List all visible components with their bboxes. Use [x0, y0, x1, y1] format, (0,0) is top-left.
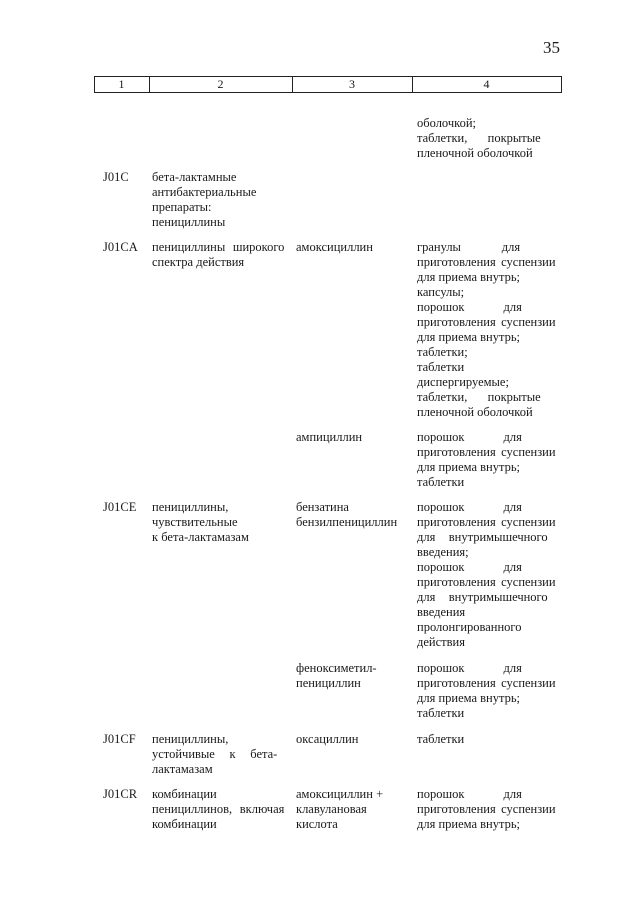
- cell-word: для: [501, 240, 521, 254]
- cell-word: покрытые: [487, 390, 541, 404]
- cell-line: таблетки: [417, 706, 465, 720]
- cell-line: пенициллин: [296, 676, 361, 690]
- cell-word: суспензии: [501, 575, 556, 589]
- cell-line: пленочной оболочкой: [417, 146, 533, 160]
- cell-line: [417, 430, 561, 445]
- cell-line: оксациллин: [296, 732, 359, 746]
- cell-line: [417, 661, 561, 676]
- dosage-form-cell: [417, 500, 561, 650]
- dosage-form-cell: [417, 240, 561, 420]
- cell-line: бензилпенициллин: [296, 515, 398, 529]
- cell-line: J01CA: [103, 240, 138, 254]
- cell-line: [417, 390, 561, 405]
- drug-name-cell: [296, 240, 411, 255]
- anatomical-group-cell: [152, 240, 292, 270]
- cell-line: бета-лактамные: [152, 170, 237, 184]
- cell-line: [417, 315, 561, 330]
- cell-word: включая: [239, 802, 285, 816]
- cell-line: оболочкой;: [417, 116, 476, 130]
- cell-word: приготовления: [417, 315, 496, 329]
- cell-word: бета-: [250, 747, 278, 761]
- cell-line: J01CR: [103, 787, 138, 801]
- cell-word: суспензии: [501, 445, 556, 459]
- cell-line: для приема внутрь;: [417, 460, 521, 474]
- cell-line: действия: [417, 635, 465, 649]
- cell-line: бензатина: [296, 500, 349, 514]
- cell-line: амоксициллин +: [296, 787, 384, 801]
- cell-line: амоксициллин: [296, 240, 373, 254]
- cell-line: пенициллины: [152, 215, 226, 229]
- cell-line: таблетки;: [417, 345, 468, 359]
- cell-word: порошок: [417, 500, 465, 514]
- cell-line: спектра действия: [152, 255, 245, 269]
- cell-word: устойчивые: [152, 747, 215, 761]
- cell-word: порошок: [417, 300, 465, 314]
- cell-line: [417, 787, 561, 802]
- table-header-row: [94, 76, 562, 93]
- cell-line: для приема внутрь;: [417, 330, 521, 344]
- cell-line: комбинации: [152, 817, 217, 831]
- cell-line: [417, 500, 561, 515]
- cell-line: пленочной оболочкой: [417, 405, 533, 419]
- cell-line: клавулановая: [296, 802, 367, 816]
- cell-line: J01C: [103, 170, 129, 184]
- cell-line: кислота: [296, 817, 338, 831]
- atx-code-cell: [103, 732, 147, 747]
- cell-word: для: [503, 787, 522, 801]
- atx-code-cell: [103, 240, 147, 255]
- cell-word: покрытые: [487, 131, 541, 145]
- cell-word: суспензии: [501, 315, 556, 329]
- cell-line: [417, 560, 561, 575]
- cell-line: для приема внутрь;: [417, 691, 521, 705]
- cell-line: J01CE: [103, 500, 137, 514]
- cell-word: широкого: [232, 240, 285, 254]
- cell-word: для: [503, 500, 522, 514]
- cell-word: для: [417, 590, 436, 604]
- cell-word: таблетки,: [417, 131, 468, 145]
- cell-word: приготовления: [417, 802, 496, 816]
- cell-line: введения;: [417, 545, 469, 559]
- cell-line: лактамазам: [152, 762, 213, 776]
- atx-code-cell: [103, 170, 147, 185]
- cell-line: пенициллины,: [152, 732, 229, 746]
- header-col-4: 4: [483, 77, 490, 91]
- cell-word: приготовления: [417, 676, 496, 690]
- cell-line: препараты:: [152, 200, 212, 214]
- cell-line: [417, 300, 561, 315]
- anatomical-group-cell: [152, 787, 292, 832]
- cell-word: для: [503, 661, 522, 675]
- cell-line: комбинации: [152, 787, 217, 801]
- cell-word: суспензии: [501, 676, 556, 690]
- dosage-form-cell: [417, 116, 561, 161]
- cell-line: [417, 530, 561, 545]
- cell-line: феноксиметил-: [296, 661, 377, 675]
- cell-word: порошок: [417, 560, 465, 574]
- cell-line: [417, 575, 561, 590]
- cell-word: к: [229, 747, 236, 761]
- cell-line: таблетки: [417, 732, 465, 746]
- cell-word: суспензии: [501, 802, 556, 816]
- cell-line: [417, 676, 561, 691]
- cell-line: [417, 255, 561, 270]
- anatomical-group-cell: [152, 500, 292, 545]
- cell-line: [152, 240, 292, 255]
- cell-line: [417, 240, 561, 255]
- cell-word: порошок: [417, 787, 465, 801]
- cell-line: пенициллины,: [152, 500, 229, 514]
- dosage-form-cell: [417, 430, 561, 490]
- drug-name-cell: [296, 500, 411, 530]
- cell-line: пролонгированного: [417, 620, 522, 634]
- cell-word: пенициллины: [152, 240, 226, 254]
- cell-line: капсулы;: [417, 285, 465, 299]
- cell-word: приготовления: [417, 445, 496, 459]
- cell-word: суспензии: [501, 515, 556, 529]
- cell-word: приготовления: [417, 575, 496, 589]
- cell-word: внутримышечного: [448, 530, 548, 544]
- cell-word: для: [503, 430, 522, 444]
- cell-line: чувствительные: [152, 515, 238, 529]
- anatomical-group-cell: [152, 732, 292, 777]
- cell-word: приготовления: [417, 515, 496, 529]
- cell-line: для приема внутрь;: [417, 817, 521, 831]
- cell-word: суспензии: [501, 255, 556, 269]
- cell-word: пенициллинов,: [152, 802, 233, 816]
- cell-line: [417, 445, 561, 460]
- cell-word: для: [417, 530, 436, 544]
- drug-name-cell: [296, 430, 411, 445]
- anatomical-group-cell: [152, 170, 292, 230]
- cell-word: внутримышечного: [448, 590, 548, 604]
- drug-name-cell: [296, 732, 411, 747]
- atx-code-cell: [103, 500, 147, 515]
- cell-line: [417, 802, 561, 817]
- cell-word: для: [503, 560, 522, 574]
- dosage-form-cell: [417, 661, 561, 721]
- cell-line: [152, 802, 292, 817]
- cell-line: диспергируемые;: [417, 375, 509, 389]
- header-col-2: 2: [217, 77, 224, 91]
- cell-word: таблетки,: [417, 390, 468, 404]
- cell-line: [152, 747, 292, 762]
- drug-name-cell: [296, 787, 411, 832]
- header-col-1: 1: [118, 77, 125, 91]
- header-col-3: 3: [349, 77, 355, 91]
- cell-line: таблетки: [417, 475, 465, 489]
- cell-line: [417, 515, 561, 530]
- cell-word: порошок: [417, 430, 465, 444]
- atx-code-cell: [103, 787, 147, 802]
- dosage-form-cell: [417, 787, 561, 832]
- cell-line: антибактериальные: [152, 185, 257, 199]
- cell-line: таблетки: [417, 360, 465, 374]
- page-number: 35: [543, 38, 560, 57]
- cell-line: J01CF: [103, 732, 136, 746]
- cell-word: для: [503, 300, 522, 314]
- cell-line: для приема внутрь;: [417, 270, 521, 284]
- dosage-form-cell: [417, 732, 561, 747]
- cell-line: ампициллин: [296, 430, 363, 444]
- cell-word: приготовления: [417, 255, 496, 269]
- cell-word: порошок: [417, 661, 465, 675]
- cell-line: [417, 131, 561, 146]
- cell-line: [417, 590, 561, 605]
- drug-name-cell: [296, 661, 411, 691]
- cell-line: введения: [417, 605, 466, 619]
- cell-line: к бета-лактамазам: [152, 530, 249, 544]
- cell-word: гранулы: [417, 240, 461, 254]
